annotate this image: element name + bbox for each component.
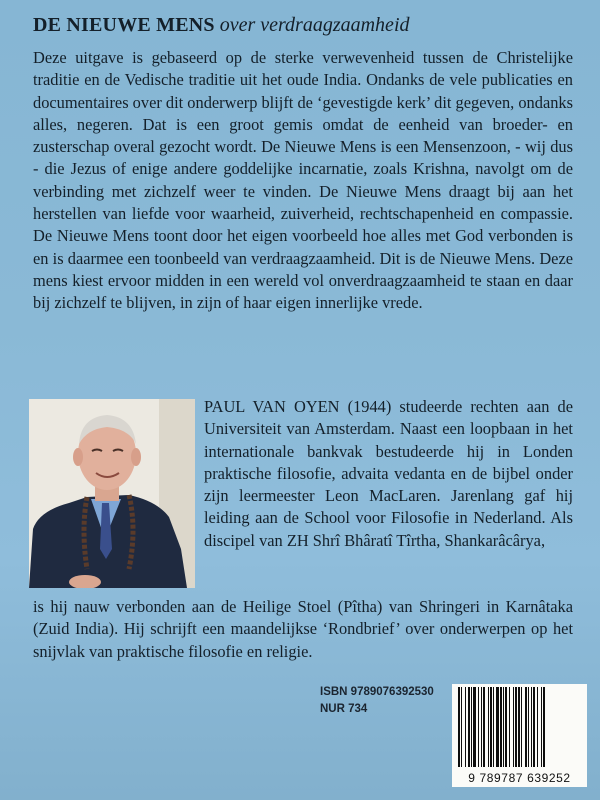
intro-paragraph: Deze uitgave is gebaseerd op de sterke verwevenheid tussen de Christelijke traditie en de Vedische traditie uit het oude India. Ondanks de vele publicaties en documentaires over dit onderwerp blijft de ‘gevestigde kerk’ dit gegeven, ondanks alles, negeren. Dat is een groot gemis omdat de eenheid van broeder- en zusterschap overal gezocht wordt. De Nieuwe Mens is een Mensenzoon, - wij dus - die Jezus of enige andere goddelijke incarnatie, zoals Krishna, navolgt om de verbinding met zichzelf weer te vinden. De Nieuwe Mens draagt bij aan het herstellen van liefde voor waarheid, zuiverheid, rechtschapenheid en compassie. De Nieuwe Mens toont door het eigen voorbeeld hoe alles met God verbonden is en is daarmee een toonbeeld van verdraagzaamheid. Dit is de Nieuwe Mens. Deze mens kiest ervoor midden in een wereld vol onverdraagzaamheid te staan en daar bij zichzelf te blijven, in zijn of haar eigen innerlijke vrede. <box>33 48 573 313</box>
barcode <box>452 684 587 787</box>
title-main: DE NIEUWE MENS <box>33 14 215 36</box>
author-portrait-image <box>29 399 195 588</box>
author-photo <box>29 399 195 588</box>
isbn-block <box>320 684 434 718</box>
barcode-bars <box>456 687 583 767</box>
isbn-line: ISBN 9789076392530 <box>320 686 434 698</box>
title-subtitle: over verdraagzaamheid <box>219 14 410 36</box>
barcode-number: 9 789787 639252 <box>468 771 571 785</box>
author-bio-top: PAUL VAN OYEN (1944) studeerde rechten aan de Universiteit van Amsterdam. Naast een loopbaan in het internationale bankvak bestudeerde hij in Londen praktische filosofie, advaita vedanta en de bijbel onder zijn leermeester Leon MacLaren. Jarenlang gaf hij leiding aan de School voor Filosofie in Nederland. Als discipel van ZH Shrî Bhâratî Tîrtha, Shankarâcârya, <box>204 397 573 550</box>
book-title <box>33 12 573 38</box>
nur-line: NUR 734 <box>320 703 368 715</box>
author-bio-bottom: is hij nauw verbonden aan de Heilige Stoel (Pîtha) van Shringeri in Karnâtaka (Zuid India). Hij schrijft een maandelijkse ‘Rondbrief’ over onderwerpen op het snijvlak van praktische filosofie en religie. <box>33 597 573 661</box>
